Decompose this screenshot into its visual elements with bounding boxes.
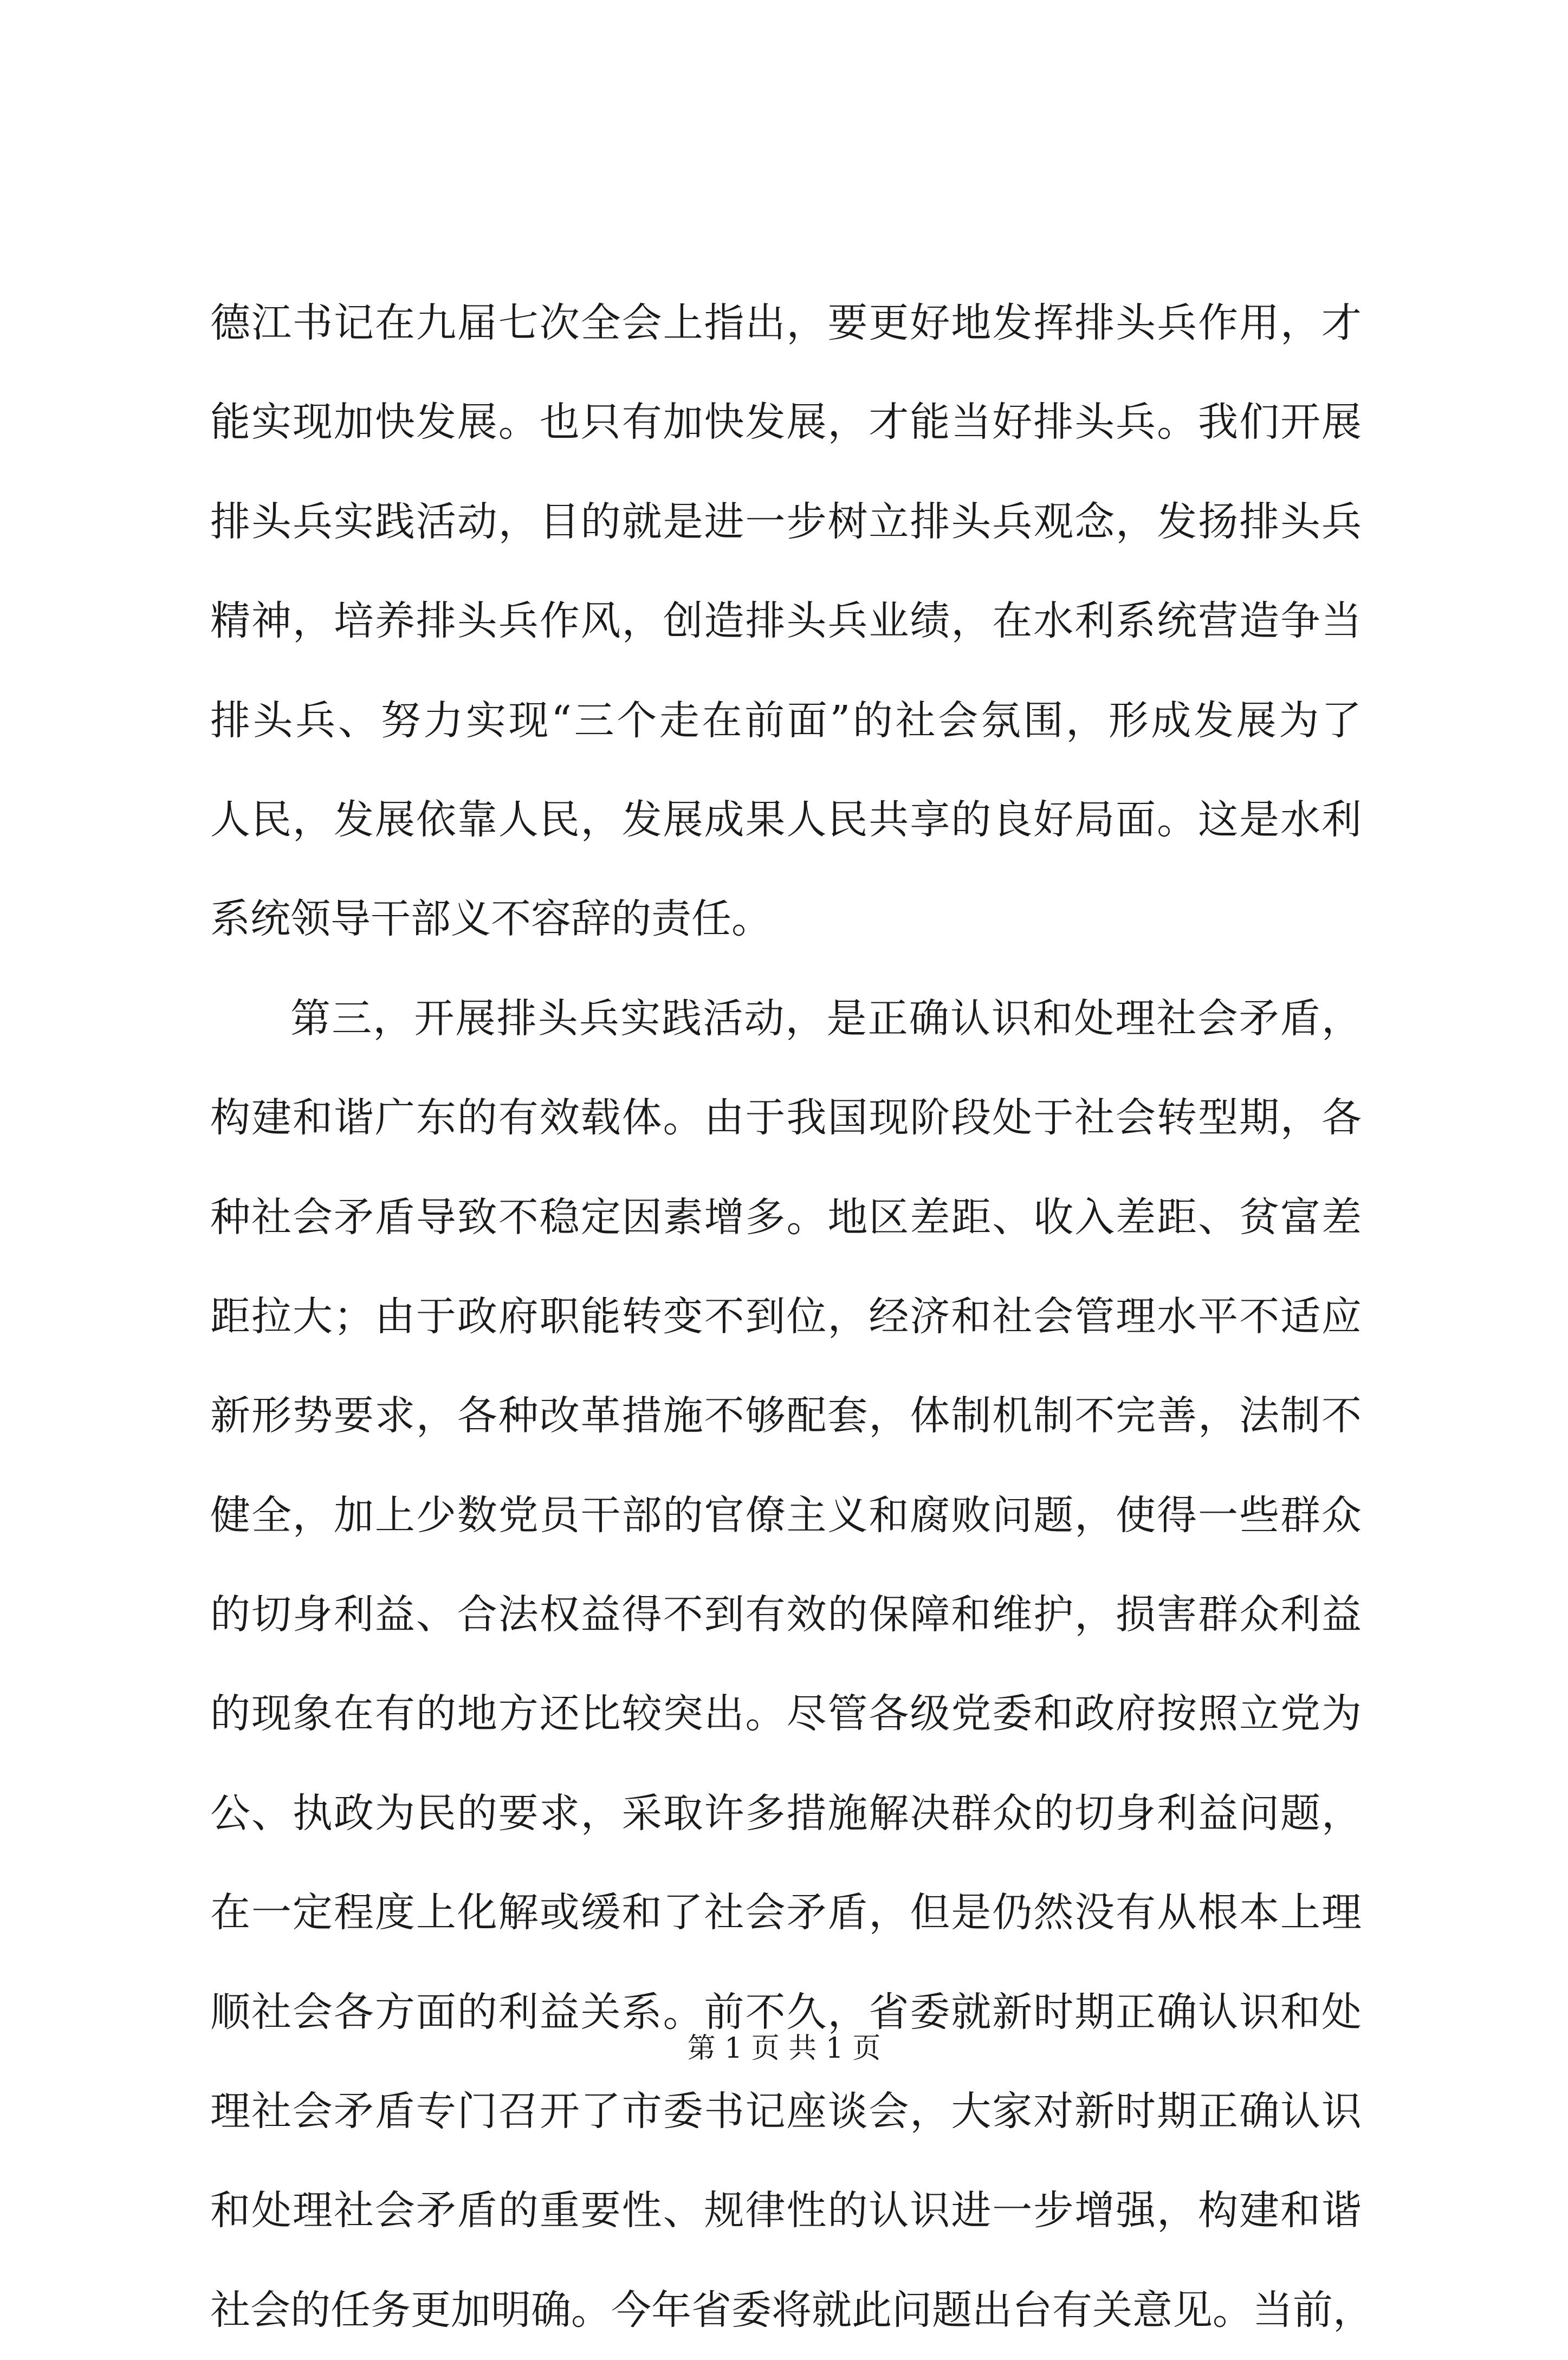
paragraph-first-line: 第三，开展排头兵实践活动，是正确认识和处理社会矛盾， <box>290 995 1362 1042</box>
text-line: 理社会矛盾专门召开了市委书记座谈会，大家对新时期正确认识 <box>210 2088 1362 2135</box>
text-line: 的切身利益、合法权益得不到有效的保障和维护，损害群众利益 <box>210 1591 1362 1638</box>
page-number-footer: 第 1 页 共 1 页 <box>687 2032 881 2065</box>
text-line: 顺社会各方面的利益关系。前不久，省委就新时期正确认识和处 <box>210 1988 1362 2035</box>
text-line: 精神，培养排头兵作风，创造排头兵业绩，在水利系统营造争当 <box>210 598 1362 645</box>
text-line: 构建和谐广东的有效载体。由于我国现阶段处于社会转型期，各 <box>210 1094 1362 1142</box>
text-line: 距拉大；由于政府职能转变不到位，经济和社会管理水平不适应 <box>210 1293 1362 1340</box>
text-line: 和处理社会矛盾的重要性、规律性的认识进一步增强，构建和谐 <box>210 2187 1362 2234</box>
text-line: 德江书记在九届七次全会上指出，要更好地发挥排头兵作用，才 <box>210 300 1362 346</box>
text-line: 排头兵实践活动，目的就是进一步树立排头兵观念，发扬排头兵 <box>210 498 1362 545</box>
text-line: 能实现加快发展。也只有加快发展，才能当好排头兵。我们开展 <box>210 399 1362 446</box>
text-line: 公、执政为民的要求，采取许多措施解决群众的切身利益问题， <box>210 1790 1362 1837</box>
text-line: 种社会矛盾导致不稳定因素增多。地区差距、收入差距、贫富差 <box>210 1194 1362 1241</box>
text-line: 在一定程度上化解或缓和了社会矛盾，但是仍然没有从根本上理 <box>210 1889 1362 1936</box>
text-line: 健全，加上少数党员干部的官僚主义和腐败问题，使得一些群众 <box>210 1492 1362 1539</box>
text-line: 社会的任务更加明确。今年省委将就此问题出台有关意见。当前， <box>210 2286 1373 2333</box>
text-line: 人民，发展依靠人民，发展成果人民共享的良好局面。这是水利 <box>210 796 1362 843</box>
text-line: 系统领导干部义不容辞的责任。 <box>210 896 772 943</box>
text-line: 排头兵、努力实现“三个走在前面”的社会氛围，形成发展为了 <box>210 697 1362 744</box>
text-line: 的现象在有的地方还比较突出。尽管各级党委和政府按照立党为 <box>210 1690 1362 1737</box>
text-line: 新形势要求，各种改革措施不够配套，体制机制不完善，法制不 <box>210 1392 1362 1440</box>
